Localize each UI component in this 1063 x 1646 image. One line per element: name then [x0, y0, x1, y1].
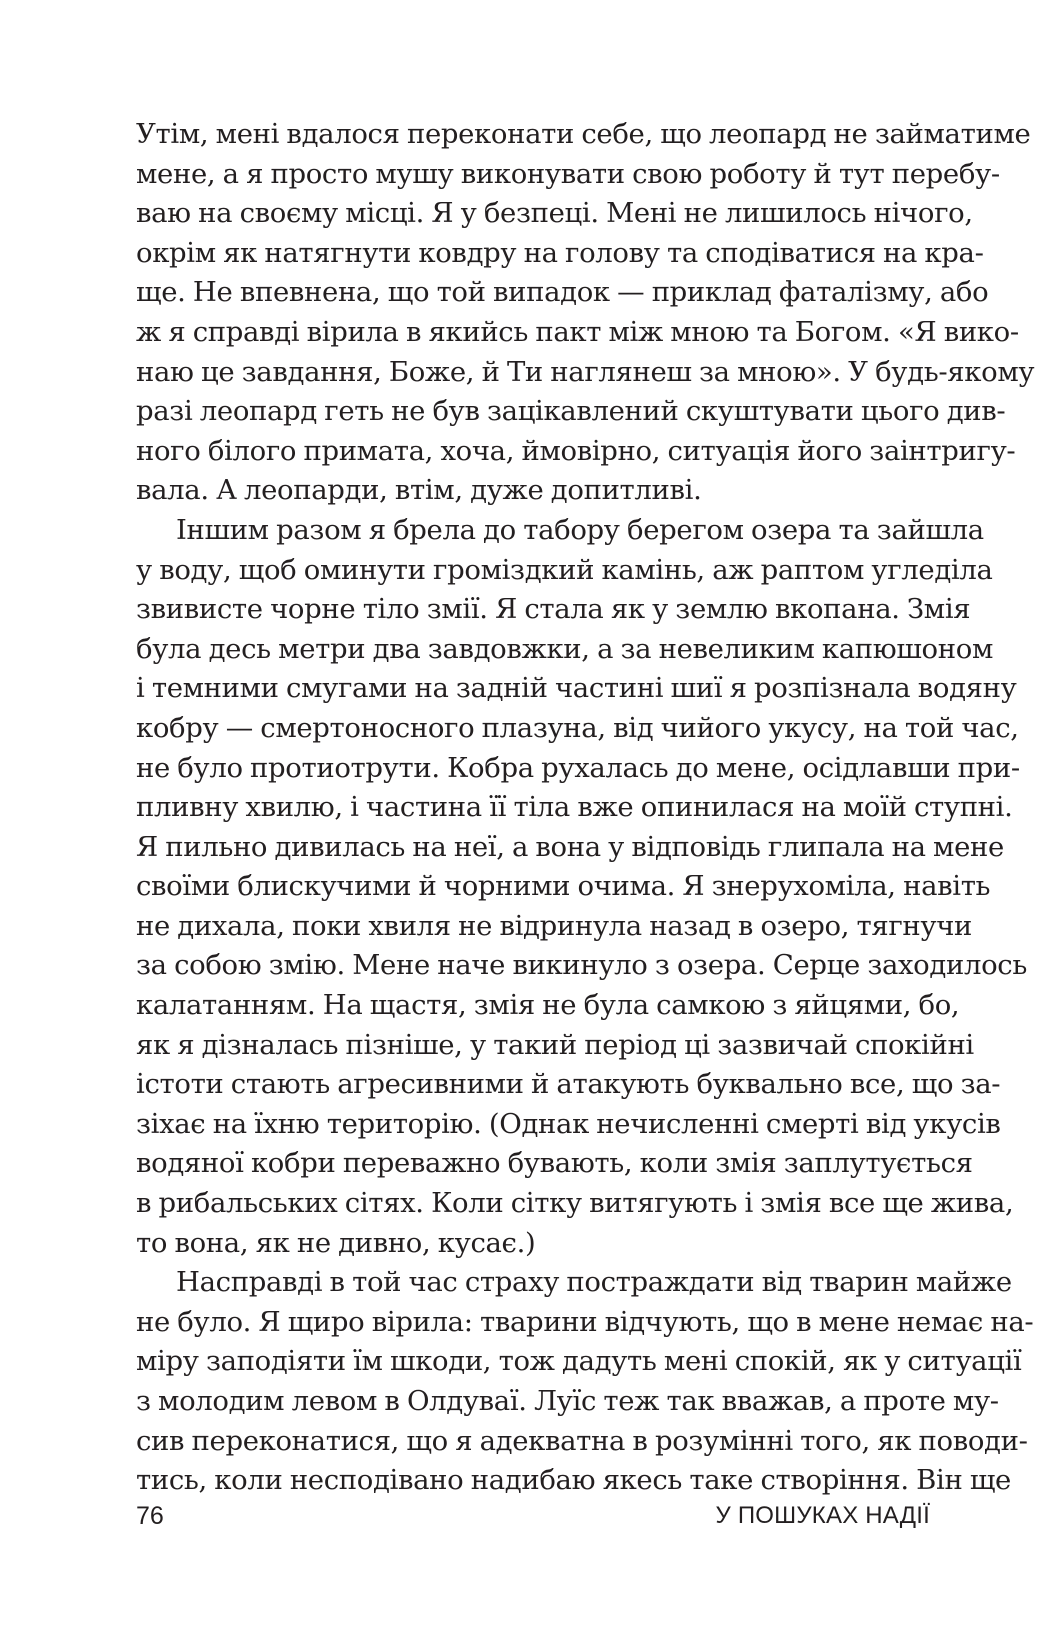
text-line: водяної кобри переважно бувають, коли змія заплутується	[136, 1147, 973, 1180]
text-line: в рибальських сітях. Коли сітку витягують і змія все ще жива,	[136, 1187, 1014, 1220]
text-line: Утім, мені вдалося переконати себе, що леопард не займатиме	[136, 118, 1031, 150]
page-number: 76	[136, 1502, 164, 1530]
text-line: і темними смугами на задній частині шиї я розпізнала водяну	[136, 672, 1017, 705]
text-line: ж я справді вірила в якийсь пакт між мною та Богом. «Я вико-	[136, 315, 1019, 348]
text-line: наю це завдання, Боже, й Ти наглянеш за мною». У будь-якому	[136, 355, 1035, 388]
text-line: вала. А леопарди, втім, дуже допитливі.	[136, 474, 702, 507]
text-line: то вона, як не дивно, кусає.)	[136, 1226, 536, 1259]
text-line: Я пильно дивилась на неї, а вона у відповідь глипала на мене	[136, 830, 1004, 863]
text-line: у воду, щоб оминути громіздкий камінь, аж раптом угледіла	[136, 553, 993, 586]
text-line: мене, а я просто мушу виконувати свою роботу й тут перебу-	[136, 157, 1000, 190]
text-line: тись, коли несподівано надибаю якесь таке створіння. Він ще	[136, 1464, 1011, 1497]
text-line: не було. Я щиро вірила: тварини відчують, що в мене немає на-	[136, 1305, 1034, 1338]
text-line: зіхає на їхню територію. (Однак нечисленні смерті від укусів	[136, 1107, 1001, 1140]
text-line: ще. Не впевнена, що той випадок — приклад фаталізму, або	[136, 276, 989, 309]
text-line: за собою змію. Мене наче викинуло з озера. Серце заходилось	[136, 949, 1027, 982]
text-line: звивисте чорне тіло змії. Я стала як у землю вкопана. Змія	[136, 593, 971, 626]
body-text	[136, 115, 1035, 1501]
running-title: У ПОШУКАХ НАДІЇ	[715, 1502, 930, 1529]
text-line: не було протиотрути. Кобра рухалась до мене, осідлавши при-	[136, 751, 1020, 784]
text-line: кобру — смертоносного плазуна, від чийого укусу, на той час,	[136, 711, 1019, 744]
text-line: ного білого примата, хоча, ймовірно, ситуація його заінтригу-	[136, 434, 1016, 467]
text-line: була десь метри два завдовжки, а за невеликим капюшоном	[136, 632, 993, 665]
text-line: не дихала, поки хвиля не відринула назад в озеро, тягнучи	[136, 909, 973, 942]
text-line: істоти стають агресивними й атакують буквально все, що за-	[136, 1068, 1001, 1101]
text-line: пливну хвилю, і частина її тіла вже опинилася на моїй ступні.	[136, 791, 1013, 824]
text-line: як я дізналась пізніше, у такий період ці зазвичай спокійні	[136, 1028, 974, 1061]
text-line: окрім як натягнути ковдру на голову та сподіватися на кра-	[136, 236, 984, 269]
text-line: калатанням. На щастя, змія не була самкою з яйцями, бо,	[136, 989, 960, 1022]
text-line: своїми блискучими й чорними очима. Я знерухоміла, навіть	[136, 870, 991, 903]
text-line: Насправді в той час страху постраждати від тварин майже	[176, 1266, 1012, 1299]
text-line: міру заподіяти їм шкоди, тож дадуть мені спокій, як у ситуації	[136, 1345, 1022, 1378]
text-line: сив переконатися, що я адекватна в розумінні того, як поводи-	[136, 1424, 1028, 1457]
text-line: Іншим разом я брела до табору берегом озера та зайшла	[176, 513, 984, 546]
text-line: разі леопард геть не був зацікавлений скуштувати цього див-	[136, 395, 1006, 428]
text-line: ваю на своєму місці. Я у безпеці. Мені не лишилось нічого,	[136, 197, 973, 230]
text-line: з молодим левом в Олдуваї. Луїс теж так вважав, а проте му-	[136, 1385, 999, 1417]
